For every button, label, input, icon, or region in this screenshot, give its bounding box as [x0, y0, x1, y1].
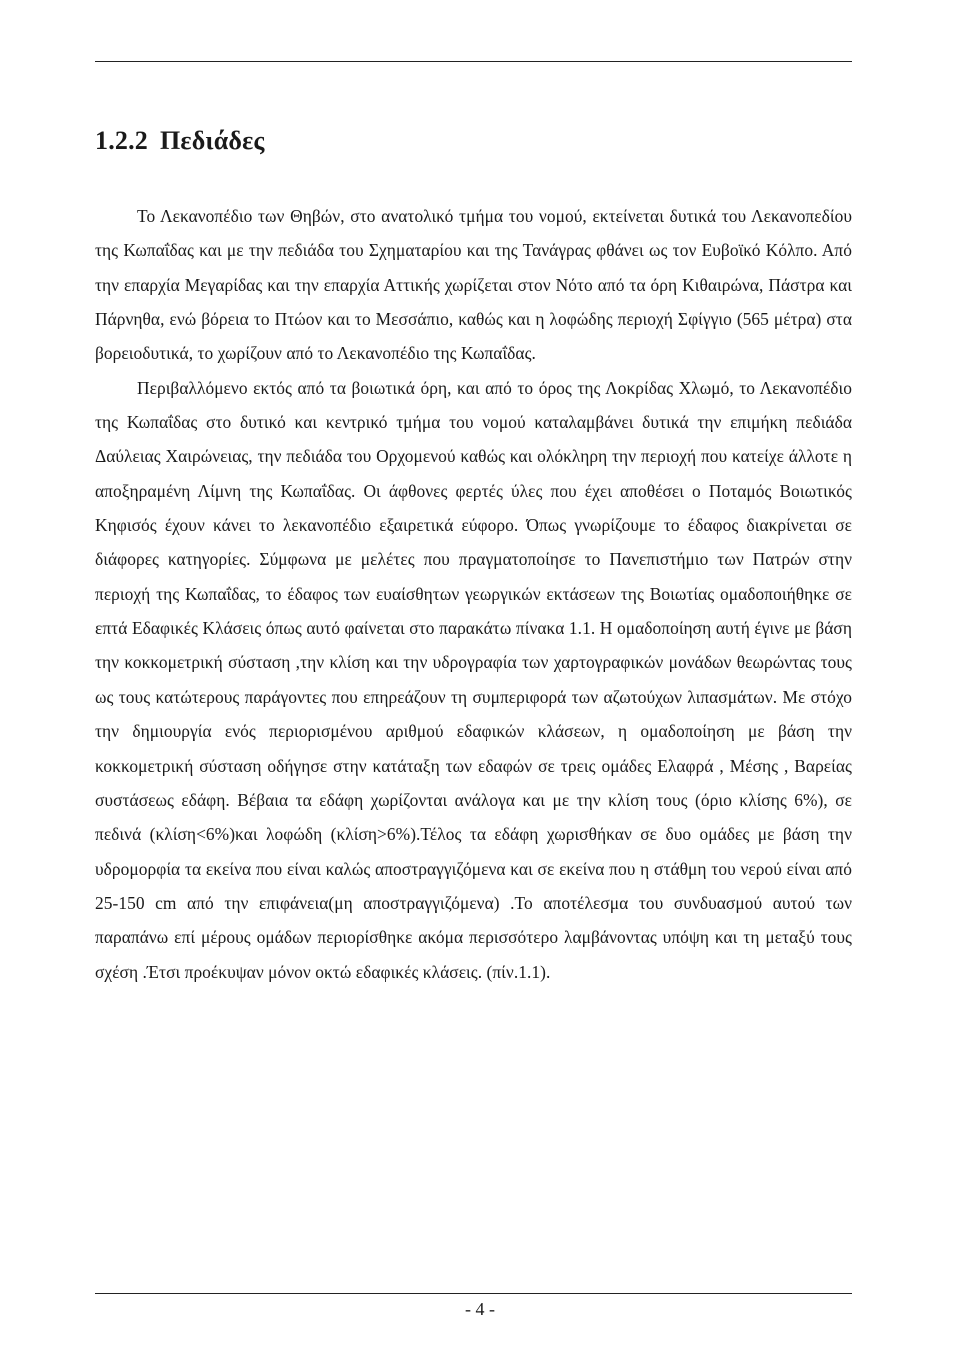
page-number: - 4 - — [465, 1299, 495, 1319]
header-rule — [95, 61, 852, 62]
section-number: 1.2.2 — [95, 126, 148, 155]
body-text — [95, 199, 852, 989]
paragraph-kopais-basin: Περιβαλλόμενο εκτός από τα βοιωτικά όρη, και από το όρος της Λοκρίδας Χλωμό, το Λεκανοπέδιο της Κωπαΐδας στο δυτικό και κεντρικό τμήμα του νομού καταλαμβάνει δυτικά την επιμήκη πεδιάδα Δαύλειας Χαιρώνειας, την πεδιάδα του Ορχομενού καθώς και ολόκληρη την περιοχή που κατείχε άλλοτε η αποξηραμένη Λίμνη της Κωπαΐδας. Οι άφθονες φερτές ύλες που έχει αποθέσει ο Ποταμός Βοιωτικός Κηφισός έχουν κάνει το λεκανοπέδιο εξαιρετικά εύφορο. Όπως γνωρίζουμε το έδαφος διακρίνεται σε διάφορες κατηγορίες. Σύμφωνα με μελέτες που πραγματοποίησε το Πανεπιστήμιο των Πατρών στην περιοχή της Κωπαΐδας, το έδαφος των ευαίσθητων γεωργικών εκτάσεων της Βοιωτίας ομαδοποιήθηκε σε επτά Εδαφικές Κλάσεις όπως αυτό φαίνεται στο παρακάτω πίνακα 1.1. Η ομαδοποίηση αυτή έγινε με βάση την κοκκομετρική σύσταση ,την κλίση και την υδρογραφία των χαρτογραφικών μονάδων θεωρώντας τους ως τους κατώτερους παράγοντες που επηρεάζουν τη συμπεριφορά των αζωτούχων λιπασμάτων. Με στόχο την δημιουργία ενός περιορισμένου αριθμού εδαφικών κλάσεων, η ομαδοποίηση με βάση την κοκκομετρική σύσταση οδήγησε στην κατάταξη των εδαφών σε τρεις ομάδες Ελαφρά , Μέσης , Βαρείας συστάσεως εδάφη. Βέβαια τα εδάφη χωρίζονται ανάλογα και με την κλίση τους (όριο κλίσης 6%), σε πεδινά (κλίση<6%)και λοφώδη (κλίση>6%).Τέλος τα εδάφη χωρισθήκαν σε δυο ομάδες με βάση την υδρομορφία τα εκείνα που είναι καλώς αποστραγγιζόμενα και σε εκείνα που η στάθμη του νερού είναι από 25-150 cm από την επιφάνεια(μη αποστραγγιζόμενα) .Το αποτέλεσμα του συνδυασμού αυτού των παραπάνω επί μέρους ομάδων περιορίσθηκε ακόμα περισσότερο λαμβάνοντας υπόψη και τη μεταξύ τους σχέση .Έτσι προέκυψαν μόνον οκτώ εδαφικές κλάσεις. (πίν.1.1). — [95, 377, 852, 982]
section-heading — [95, 126, 265, 156]
section-title: Πεδιάδες — [160, 126, 265, 155]
paragraph-thebes-basin: Το Λεκανοπέδιο των Θηβών, στο ανατολικό τμήμα του νομού, εκτείνεται δυτικά του Λεκανοπεδίου της Κωπαΐδας και με την πεδιάδα του Σχηματαρίου και της Τανάγρας φθάνει ως τον Ευβοϊκό Κόλπο. Από την επαρχία Μεγαρίδας και την επαρχία Αττικής χωρίζεται στον Νότο από τα όρη Κιθαιρώνα, Πάστρα και Πάρνηθα, ενώ βόρεια το Πτώον και το Μεσσάπιο, καθώς και η λοφώδης περιοχή Σφίγγιο (565 μέτρα) στα βορειοδυτικά, το χωρίζουν από το Λεκανοπέδιο της Κωπαΐδας. — [95, 206, 852, 364]
